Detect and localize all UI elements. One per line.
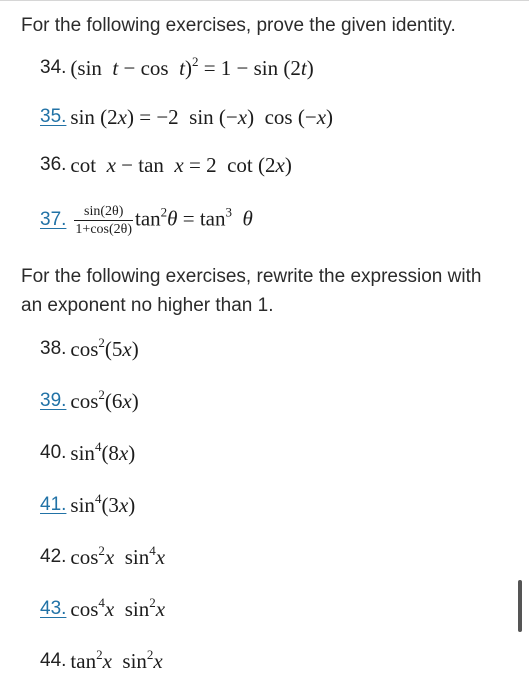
exercise-37-identity: $\frac{\sin(2\theta)}{1+\cos(2\theta)}$ $\tan^2\theta = \tan^3 \theta$ (75, 203, 253, 237)
exercise-39-link[interactable]: 39. (40, 390, 67, 411)
scrollbar-thumb[interactable] (518, 580, 522, 632)
fraction-bar (74, 220, 133, 221)
fraction-numerator: sin(2θ) (84, 203, 124, 219)
exercise-41 (40, 489, 135, 521)
exercise-36-identity: cot x − tan x = 2 cot (2x) (70, 152, 292, 177)
exercise-44-expression: $\tan^2x$ $\sin^2x$ (70, 646, 163, 673)
section2-instructions: For the following exercises, rewrite the expression with an exponent no higher than 1. (21, 266, 482, 316)
exercise-41-expression: $\sin^4(3x)$ (70, 490, 136, 517)
exercise-34-identity: (sin t − cos t)$^2$ = 1 − sin (2t) (70, 53, 314, 80)
fraction (74, 204, 133, 237)
exercise-40-expression: $\sin^4(8x)$ (70, 438, 136, 465)
top-divider (0, 0, 529, 1)
exercise-35 (40, 101, 333, 133)
exercise-34 (40, 52, 314, 84)
exercise-number: 44. (40, 650, 67, 671)
exercise-39 (40, 385, 139, 417)
fraction-denominator: 1+cos(2θ) (75, 221, 133, 237)
exercise-number: 38. (40, 338, 67, 359)
exercise-42 (40, 541, 165, 573)
exercise-43-expression: $\cos^4x$ $\sin^2x$ (70, 594, 166, 621)
exercise-number: 42. (40, 546, 67, 567)
exercise-43 (40, 593, 165, 625)
exercise-36 (40, 149, 292, 181)
exercise-number: 40. (40, 442, 67, 463)
exercise-40 (40, 437, 135, 469)
exercise-number: 34. (40, 57, 67, 78)
exercise-44 (40, 645, 163, 677)
exercise-41-link[interactable]: 41. (40, 494, 67, 515)
exercise-38 (40, 333, 139, 365)
exercise-number: 36. (40, 154, 67, 175)
exercise-42-expression: $\cos^2x$ $\sin^4x$ (70, 542, 166, 569)
exercise-35-identity: sin (2x) = −2 sin (−x) cos (−x) (70, 104, 334, 129)
section1-instructions: For the following exercises, prove the given identity. (21, 15, 456, 36)
exercise-37 (40, 200, 253, 240)
exercise-38-expression: $\cos^2(5x)$ (70, 334, 139, 361)
exercise-43-link[interactable]: 43. (40, 598, 67, 619)
exercise-37-link[interactable]: 37. (40, 209, 67, 230)
exercise-35-link[interactable]: 35. (40, 106, 67, 127)
exercise-39-expression: $\cos^2(6x)$ (70, 386, 139, 413)
